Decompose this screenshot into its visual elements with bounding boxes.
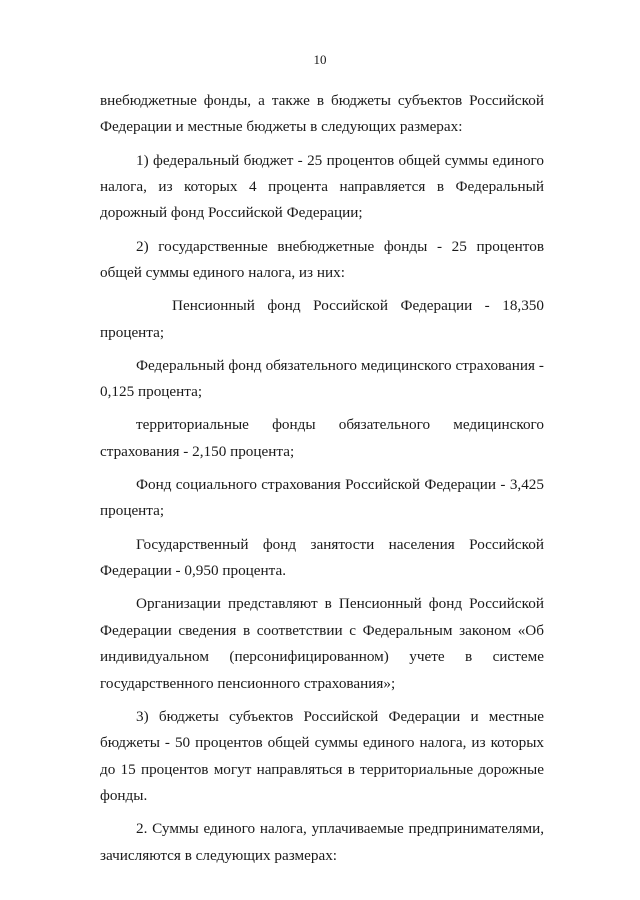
paragraph-pension-fund: Пенсионный фонд Российской Федерации - 18,350 процента; [100,297,544,341]
document-body [100,88,544,876]
paragraph-entrepreneurs: 2. Суммы единого налога, уплачиваемые предпринимателями, зачисляются в следующих размерах: [100,820,544,864]
paragraph-federal-budget: 1) федеральный бюджет - 25 процентов общей суммы единого налога, из которых 4 процента направляется в Федеральный дорожный фонд Российской Федерации; [100,151,544,222]
paragraph-territorial-funds: территориальные фонды обязательного медицинского страхования - 2,150 процента; [100,416,544,460]
paragraph-organizations-reporting: Организации представляют в Пенсионный фонд Российской Федерации сведения в соответствии с Федеральным законом «Об индивидуальном (персонифицированном) учете в системе государственного пенсионного страхования»; [100,595,544,692]
paragraph-continuation: внебюджетные фонды, а также в бюджеты субъектов Российской Федерации и местные бюджеты в следующих размерах: [100,92,544,136]
page-number: 10 [313,52,327,67]
paragraph-medical-insurance-fund: Федеральный фонд обязательного медицинского страхования - 0,125 процента; [100,356,544,401]
paragraph-social-insurance-fund: Фонд социального страхования Российской Федерации - 3,425 процента; [100,476,544,520]
paragraph-extrabudgetary-funds: 2) государственные внебюджетные фонды - 25 процентов общей суммы единого налога, из них: [100,237,544,282]
paragraph-regional-budgets: 3) бюджеты субъектов Российской Федерации и местные бюджеты - 50 процентов общей суммы единого налога, из которых до 15 процентов могут направляться в территориальные дорожные фонды. [100,707,544,804]
paragraph-employment-fund: Государственный фонд занятости населения Российской Федерации - 0,950 процента. [100,535,544,580]
